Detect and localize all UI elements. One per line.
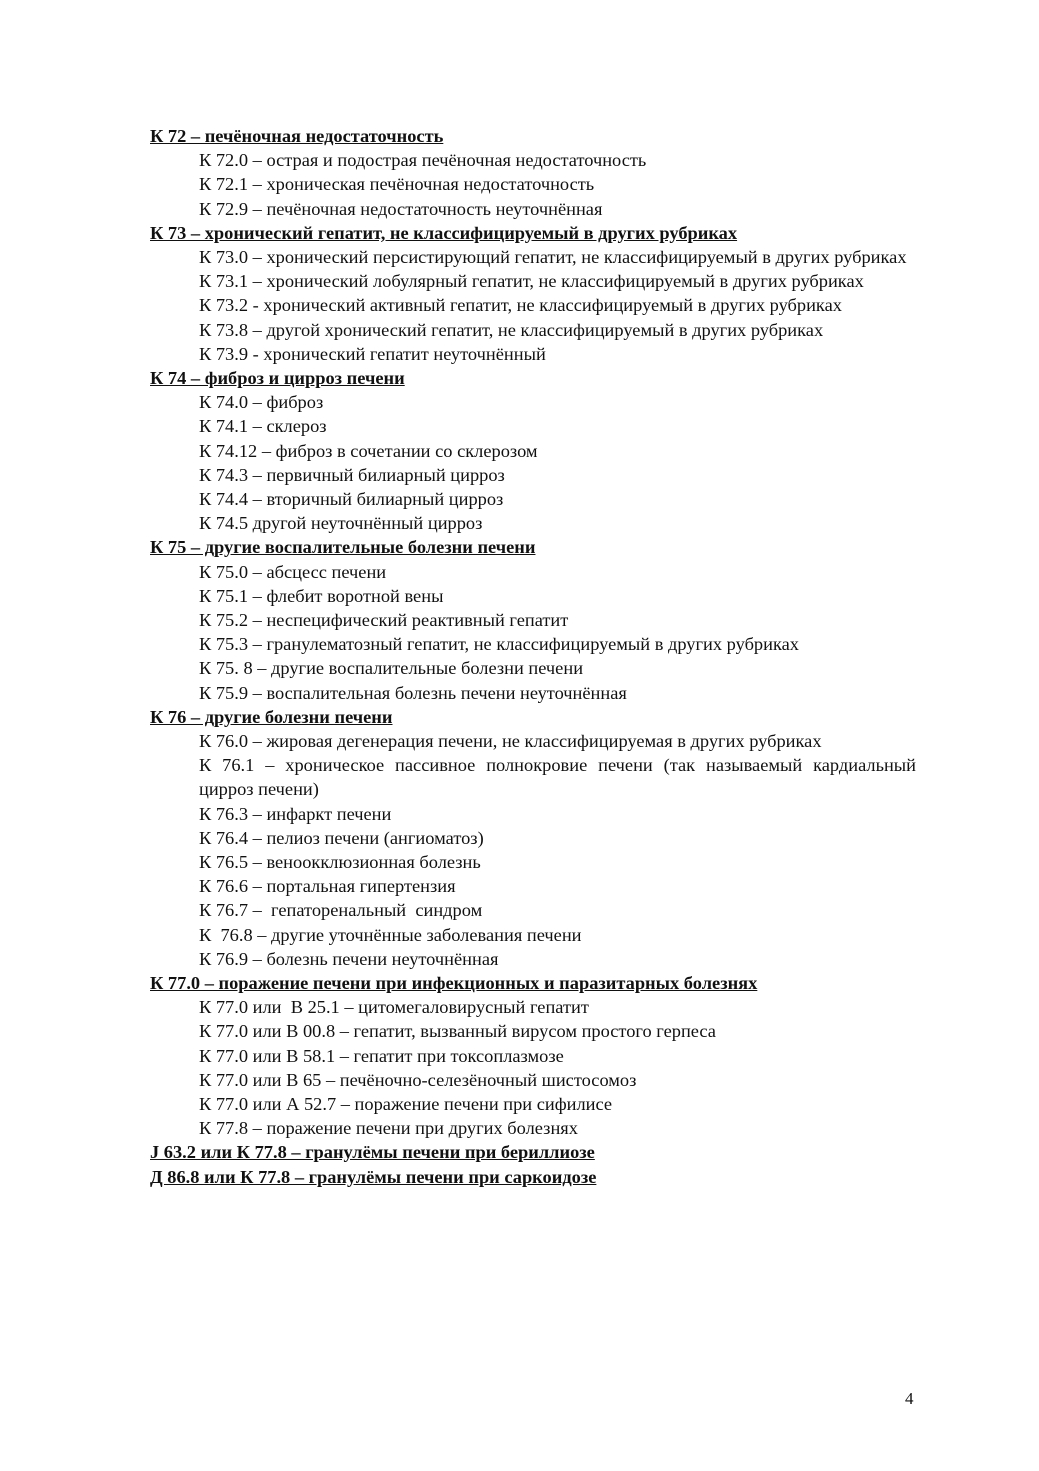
list-item: К 77.8 – поражение печени при других болезнях [199,1118,578,1139]
list-item: К 76.7 – гепаторенальный синдром [199,900,483,921]
list-item: К 72.9 – печёночная недостаточность неуточнённая [199,198,603,219]
list-item: К 74.3 – первичный билиарный цирроз [199,464,505,485]
section-heading: К 77.0 – поражение печени при инфекционных и паразитарных болезнях [150,973,758,994]
list-item: К 77.0 или В 00.8 – гепатит, вызванный вирусом простого герпеса [199,1021,716,1042]
list-item: К 76.0 – жировая дегенерация печени, не классифицируемая в других рубриках [199,731,822,751]
list-item: К 76.5 – веноокклюзионная болезнь [199,852,481,873]
list-item: К 77.0 или В 25.1 – цитомегаловирусный гепатит [199,997,589,1018]
list-item: К 73.9 - хронический гепатит неуточнённый [199,343,546,364]
section-heading: Д 86.8 или К 77.8 – гранулёмы печени при саркоидозе [150,1166,597,1187]
list-item: К 74.0 – фиброз [199,392,324,413]
list-item: К 75.9 – воспалительная болезнь печени неуточнённая [199,682,627,703]
page-number: 4 [905,1389,914,1408]
list-item: К 73.0 – хронический персистирующий гепатит, не классифицируемый в других рубриках [199,246,907,267]
section-heading: К 74 – фиброз и цирроз печени [150,368,405,388]
list-item: К 76.3 – инфаркт печени [199,803,392,824]
list-item: К 76.8 – другие уточнённые заболевания печени [199,924,582,945]
list-item: К 74.4 – вторичный билиарный цирроз [199,489,504,509]
list-item: К 72.1 – хроническая печёночная недостаточность [199,174,595,195]
list-item: К 74.5 другой неуточнённый цирроз [199,513,483,534]
section-heading: J 63.2 или К 77.8 – гранулёмы печени при бериллиозе [150,1142,595,1163]
list-item: К 75.1 – флебит воротной вены [199,585,444,606]
list-item: К 73.8 – другой хронический гепатит, не классифицируемый в других рубриках [199,319,824,340]
section-heading: К 76 – другие болезни печени [150,706,393,727]
list-item: К 75.3 – гранулематозный гепатит, не классифицируемый в других рубриках [199,634,799,655]
section-heading: К 73 – хронический гепатит, не классифицируемый в других рубриках [150,222,738,243]
list-item: К 77.0 или В 58.1 – гепатит при токсоплазмозе [199,1045,564,1066]
list-item: К 75. 8 – другие воспалительные болезни печени [199,658,584,679]
section-heading: К 72 – печёночная недостаточность [150,126,444,146]
list-item: К 76.4 – пелиоз печени (ангиоматоз) [199,827,484,848]
list-item: К 75.0 – абсцесс печени [199,561,387,582]
section-heading: К 75 – другие воспалительные болезни печени [150,537,536,558]
list-item: К 72.0 – острая и подострая печёночная недостаточность [199,150,647,171]
list-item: К 75.2 – неспецифический реактивный гепатит [199,610,569,630]
list-item: К 74.1 – склероз [199,416,327,437]
list-item: К 76.1 – хроническое пассивное полнокровие печени (так называемый кардиальный цирроз печени) [199,755,921,800]
list-item: К 76.6 – портальная гипертензия [199,876,456,897]
list-item: К 77.0 или В 65 – печёночно-селезёночный шистосомоз [199,1069,637,1090]
list-item: К 77.0 или А 52.7 – поражение печени при сифилисе [199,1094,613,1115]
list-item: К 73.2 - хронический активный гепатит, не классифицируемый в других рубриках [199,295,842,316]
list-item: К 74.12 – фиброз в сочетании со склерозом [199,440,538,461]
list-item: К 76.9 – болезнь печени неуточнённая [199,948,499,969]
list-item: К 73.1 – хронический лобулярный гепатит, не классифицируемый в других рубриках [199,271,864,292]
icd-code-list [150,124,921,1189]
